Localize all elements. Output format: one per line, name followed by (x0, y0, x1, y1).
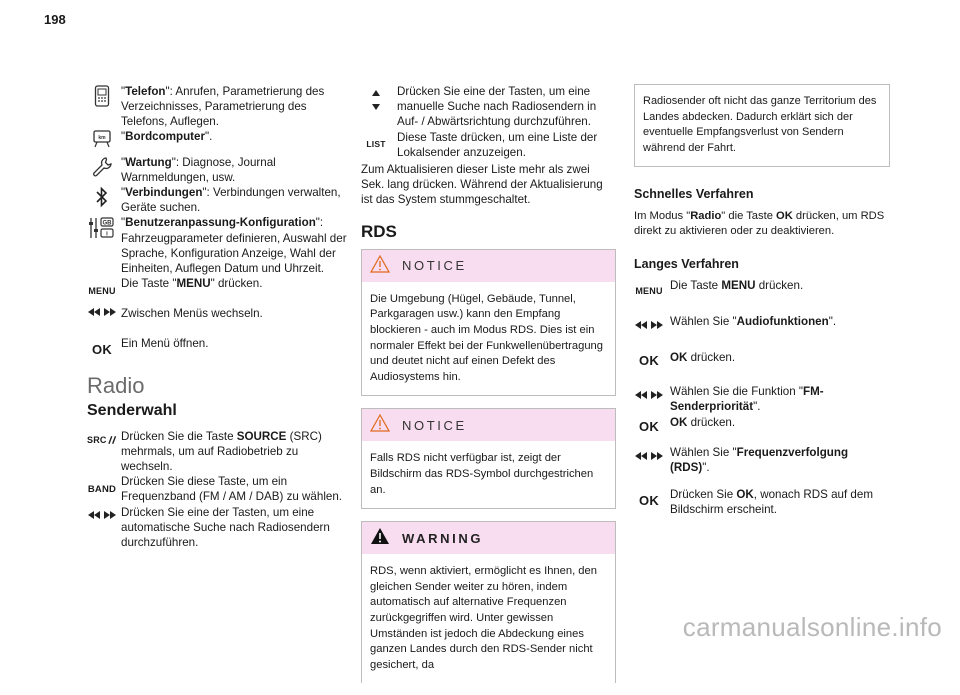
item-list (361, 130, 616, 160)
step-bold: OK (670, 415, 688, 429)
notice-label: NOTICE (402, 258, 467, 274)
notice-text: Falls RDS nicht verfügbar ist, zeigt der Bildschirm das RDS-Symbol durchgestrichen an. (370, 452, 594, 496)
short-procedure-heading: Schnelles Verfahren (634, 187, 754, 202)
step-text: ". (702, 460, 710, 474)
warning-text: RDS, wenn aktiviert, ermöglicht es Ihnen, den gleichen Sender weiter zu hören, indem automatisch auf alternative Frequenzen zurückgegriffen wird. Unter gewissen Umständen ist jedoch die Abdeckung eines ganzen Landes durch den RDS-Sender nicht gesichert, da (370, 565, 597, 671)
item-telefon (87, 84, 349, 130)
step-prefix: Die Taste (670, 279, 722, 293)
notice-header (362, 409, 615, 441)
column-left (87, 84, 349, 550)
settings-sliders-icon (87, 216, 117, 240)
item-prefix: " (121, 85, 126, 98)
ok-button-icon: OK (639, 493, 659, 508)
ok-button-icon: OK (639, 418, 659, 434)
item-text: Diese Taste drücken, um eine Liste der Lokalsender anzuzeigen. (397, 130, 598, 159)
text-part: " die Taste (721, 209, 777, 222)
left-right-arrows-icon (634, 451, 664, 461)
notice-text: Die Umgebung (Hügel, Gebäude, Tunnel, Parkgaragen usw.) kann den Empfang blockieren - auch im Modus RDS. Dies ist ein normaler Effekt bei der Funkwellenübertragung und deutet nicht auf einen Defekt des Audiosystems hin. (370, 292, 603, 383)
notice-header (362, 250, 615, 282)
text-bold: Radio (690, 209, 722, 222)
item-text: Drücken Sie eine der Tasten, um eine manuelle Suche nach Radiosendern in Auf- / Abwärtsrichtung durchzuführen. (397, 85, 597, 129)
step-fm-priority (634, 384, 890, 414)
warning-box (361, 521, 616, 683)
left-right-arrows-icon (87, 510, 117, 520)
item-prefix: Drücken Sie die Taste (121, 429, 237, 443)
item-bold: Benutzeranpassung-Konfiguration (125, 216, 316, 230)
step-bold: OK (670, 351, 688, 365)
item-auto-search (87, 505, 349, 551)
menu-button-icon: MENU (635, 286, 663, 297)
item-text: " drücken. (210, 277, 263, 291)
band-button-icon: BAND (87, 484, 117, 496)
item-text: Zwischen Menüs wechseln. (121, 307, 263, 321)
item-open-menu (87, 336, 349, 358)
item-benutzeranpassung (87, 215, 349, 276)
ok-button-icon: OK (639, 353, 659, 369)
item-menu (87, 276, 349, 297)
item-prefix: Die Taste " (121, 277, 177, 291)
menu-button-icon: MENU (88, 286, 116, 297)
step-ok-3 (634, 487, 890, 517)
refresh-text: Zum Aktualisieren dieser Liste mehr als zwei Sek. lang drücken. Während der Aktualisierung ist das System stummgeschaltet. (361, 163, 603, 207)
warning-label: WARNING (402, 530, 484, 546)
step-audiofunktionen (634, 314, 890, 336)
left-right-arrows-icon (87, 307, 117, 317)
item-bold: Verbindungen (125, 186, 203, 200)
item-manual-search (361, 84, 616, 130)
step-rds (634, 445, 890, 475)
item-text: ": Fahrzeugparameter definieren, Auswahl der Sprache, Konfiguration Anzeige, Wahl der Einheiten, Auflegen Datum und Uhrzeit. (121, 216, 347, 276)
left-right-arrows-icon (634, 390, 664, 400)
warning-triangle-filled-icon (370, 527, 390, 549)
step-bold: Frequenzverfolgung (RDS) (670, 445, 849, 474)
item-bold: SOURCE (236, 429, 287, 443)
item-prefix: " (121, 129, 126, 143)
source-button-icon (87, 433, 117, 448)
svg-text:GB: GB (102, 220, 112, 227)
list-button-icon: LIST (366, 138, 386, 149)
step-prefix: Drücken Sie (670, 488, 737, 501)
warning-header (362, 522, 615, 554)
item-bold: MENU (176, 277, 211, 291)
warning-continuation-box: Radiosender oft nicht das ganze Territorium des Landes abdecken. Dadurch erklärt sich der eventuelle Empfangsverlust von Sendern während der Fahrt. (634, 84, 890, 167)
item-prefix: " (121, 216, 126, 230)
trip-computer-icon (87, 130, 117, 148)
item-text: ": Diagnose, Journal Warnmeldungen, usw. (121, 155, 276, 184)
step-text: drücken. (687, 415, 736, 429)
step-text: , wonach RDS auf dem Bildschirm erscheint. (670, 488, 873, 517)
item-bold: Telefon (125, 85, 166, 98)
step-text: drücken. (687, 351, 736, 365)
rds-heading: RDS (361, 221, 397, 241)
column-middle (361, 84, 616, 695)
item-bold: Bordcomputer (125, 129, 205, 143)
item-text: ": Verbindungen verwalten, Geräte suchen. (121, 186, 341, 215)
item-text: Drücken Sie eine der Tasten, um eine automatische Suche nach Radiosendern durchzuführen. (121, 505, 330, 550)
wrench-icon (87, 156, 117, 178)
step-menu (634, 278, 890, 300)
source-icon-label: SRC (87, 434, 107, 445)
radio-heading: Radio (87, 373, 145, 399)
text-part: drücken, um RDS direkt zu aktivieren oder zu deaktivieren. (634, 209, 885, 237)
notice-box-2 (361, 408, 616, 509)
item-bordcomputer (87, 129, 349, 145)
watermark: carmanualsonline.info (682, 612, 942, 642)
item-band (87, 474, 349, 504)
step-bold: FM-Senderpriorität (670, 385, 824, 414)
text-bold: OK (776, 209, 793, 222)
short-procedure-text (634, 209, 890, 239)
notice-box-1 (361, 249, 616, 397)
item-text: (SRC) mehrmals, um auf Radiobetrieb zu wechseln. (121, 429, 322, 474)
step-text: ". (828, 315, 837, 329)
step-bold: Audiofunktionen (736, 315, 829, 329)
step-text: drücken. (755, 279, 804, 293)
step-text: ". (753, 400, 761, 414)
svg-text:km: km (98, 134, 106, 141)
up-down-arrows-icon (361, 88, 391, 112)
text-part: Im Modus " (634, 209, 691, 222)
svg-text:i: i (106, 231, 108, 238)
item-verbindungen (87, 185, 349, 215)
item-text: ": Anrufen, Parametrierung des Verzeichnisses, Parametrierung des Telefons, Auflegen. (121, 85, 325, 129)
phone-icon (87, 85, 117, 107)
warning-triangle-icon (370, 414, 390, 436)
item-prefix: " (121, 155, 126, 169)
item-switch-menus (87, 306, 349, 322)
step-prefix: Wählen Sie " (670, 445, 737, 459)
bluetooth-icon (87, 186, 117, 208)
step-ok-2 (634, 415, 890, 437)
ok-button-icon: OK (92, 342, 112, 358)
step-prefix: Wählen Sie die Funktion " (670, 385, 804, 399)
warning-triangle-icon (370, 255, 390, 277)
step-ok-1 (634, 350, 890, 372)
item-text: Ein Menü öffnen. (121, 337, 209, 351)
step-bold: OK (736, 488, 754, 501)
item-bold: Wartung (125, 155, 172, 169)
page-number: 198 (44, 12, 66, 27)
step-prefix: Wählen Sie " (670, 315, 737, 329)
left-right-arrows-icon (634, 320, 664, 330)
item-text: Drücken Sie diese Taste, um ein Frequenzband (FM / AM / DAB) zu wählen. (121, 475, 343, 504)
senderwahl-heading: Senderwahl (87, 402, 177, 420)
step-bold: MENU (721, 279, 756, 293)
long-procedure-heading: Langes Verfahren (634, 256, 739, 271)
item-text: ". (205, 129, 213, 143)
item-prefix: " (121, 186, 126, 200)
column-right (634, 84, 890, 525)
item-source (87, 429, 349, 475)
item-wartung (87, 155, 349, 185)
notice-label: NOTICE (402, 417, 467, 433)
